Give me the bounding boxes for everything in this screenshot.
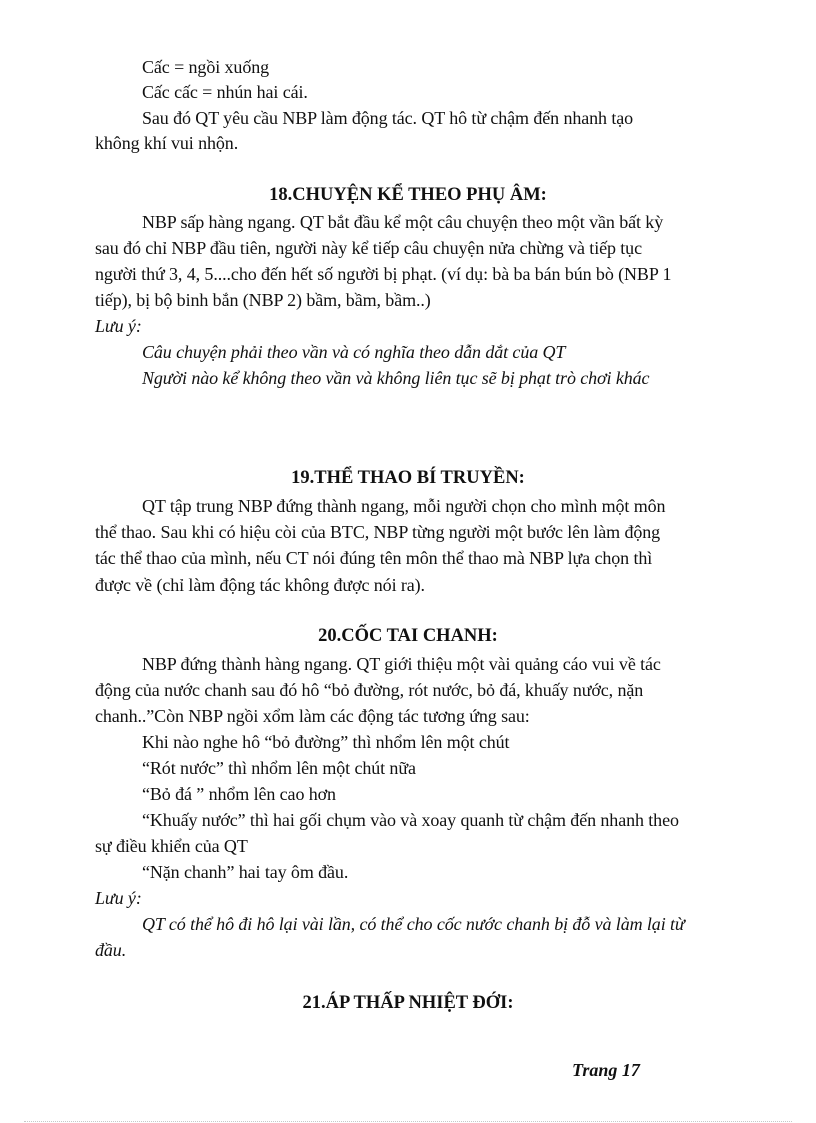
section-20-note-1: QT có thể hô đi hô lại vài lần, có thể cho cốc nước chanh bị đỗ và làm lại từ <box>142 914 685 934</box>
intro-line-4: không khí vui nhộn. <box>95 133 239 153</box>
intro-line-2: Cấc cấc = nhún hai cái. <box>142 82 308 102</box>
intro-line-3: Sau đó QT yêu cầu NBP làm động tác. QT hô từ chậm đến nhanh tạo <box>142 108 634 128</box>
section-20-line-7: “Khuấy nước” thì hai gối chụm vào và xoay quanh từ chậm đến nhanh theo <box>142 810 679 830</box>
section-18-line-3: người thứ 3, 4, 5....cho đến hết số người bị phạt. (ví dụ: bà ba bán bún bò (NBP 1 <box>95 264 672 284</box>
section-20-line-5: “Rót nước” thì nhổm lên một chút nữa <box>142 758 416 778</box>
section-21-title: 21.ÁP THẤP NHIỆT ĐỚI: <box>302 993 514 1013</box>
section-20-note-2: đầu. <box>95 940 127 960</box>
section-19-line-1: QT tập trung NBP đứng thành ngang, mỗi người chọn cho mình một môn <box>142 496 666 516</box>
section-19-title: 19.THỂ THAO BÍ TRUYỀN: <box>291 468 525 488</box>
section-20-line-1: NBP đứng thành hàng ngang. QT giới thiệu một vài quảng cáo vui về tác <box>142 654 661 674</box>
section-18-note-1: Câu chuyện phải theo vần và có nghĩa theo dẫn dắt của QT <box>142 342 566 362</box>
section-19-line-4: được về (chỉ làm động tác không được nói ra). <box>95 575 425 595</box>
section-20-title: 20.CỐC TAI CHANH: <box>318 626 498 646</box>
section-18-line-4: tiếp), bị bộ binh bắn (NBP 2) bầm, bầm, bầm..) <box>95 290 431 310</box>
section-19-line-3: tác thể thao của mình, nếu CT nói đúng tên môn thể thao mà NBP lựa chọn thì <box>95 548 653 568</box>
page-number: Trang 17 <box>572 1060 640 1080</box>
section-18-line-2: sau đó chỉ NBP đầu tiên, người này kể tiếp câu chuyện nửa chừng và tiếp tục <box>95 238 642 258</box>
section-18-line-1: NBP sấp hàng ngang. QT bắt đầu kể một câu chuyện theo một vần bất kỳ <box>142 212 664 232</box>
footer-divider <box>24 1121 792 1122</box>
section-20-line-3: chanh..”Còn NBP ngồi xổm làm các động tác tương ứng sau: <box>95 706 530 726</box>
section-18-title: 18.CHUYỆN KỂ THEO PHỤ ÂM: <box>269 185 547 205</box>
section-18-note-2: Người nào kể không theo vần và không liên tục sẽ bị phạt trò chơi khác <box>142 368 650 388</box>
section-20-line-2: động của nước chanh sau đó hô “bỏ đường, rót nước, bỏ đá, khuấy nước, nặn <box>95 680 644 700</box>
section-20-line-9: “Nặn chanh” hai tay ôm đầu. <box>142 862 349 882</box>
section-19-line-2: thể thao. Sau khi có hiệu còi của BTC, NBP từng người một bước lên làm động <box>95 522 661 542</box>
section-20-line-8: sự điều khiển của QT <box>95 836 248 856</box>
section-18-note-label: Lưu ý: <box>95 316 142 336</box>
intro-line-1: Cấc = ngồi xuống <box>142 57 270 77</box>
section-20-note-label: Lưu ý: <box>95 888 142 908</box>
section-20-line-4: Khi nào nghe hô “bỏ đường” thì nhổm lên một chút <box>142 732 510 752</box>
section-20-line-6: “Bỏ đá ” nhổm lên cao hơn <box>142 784 336 804</box>
